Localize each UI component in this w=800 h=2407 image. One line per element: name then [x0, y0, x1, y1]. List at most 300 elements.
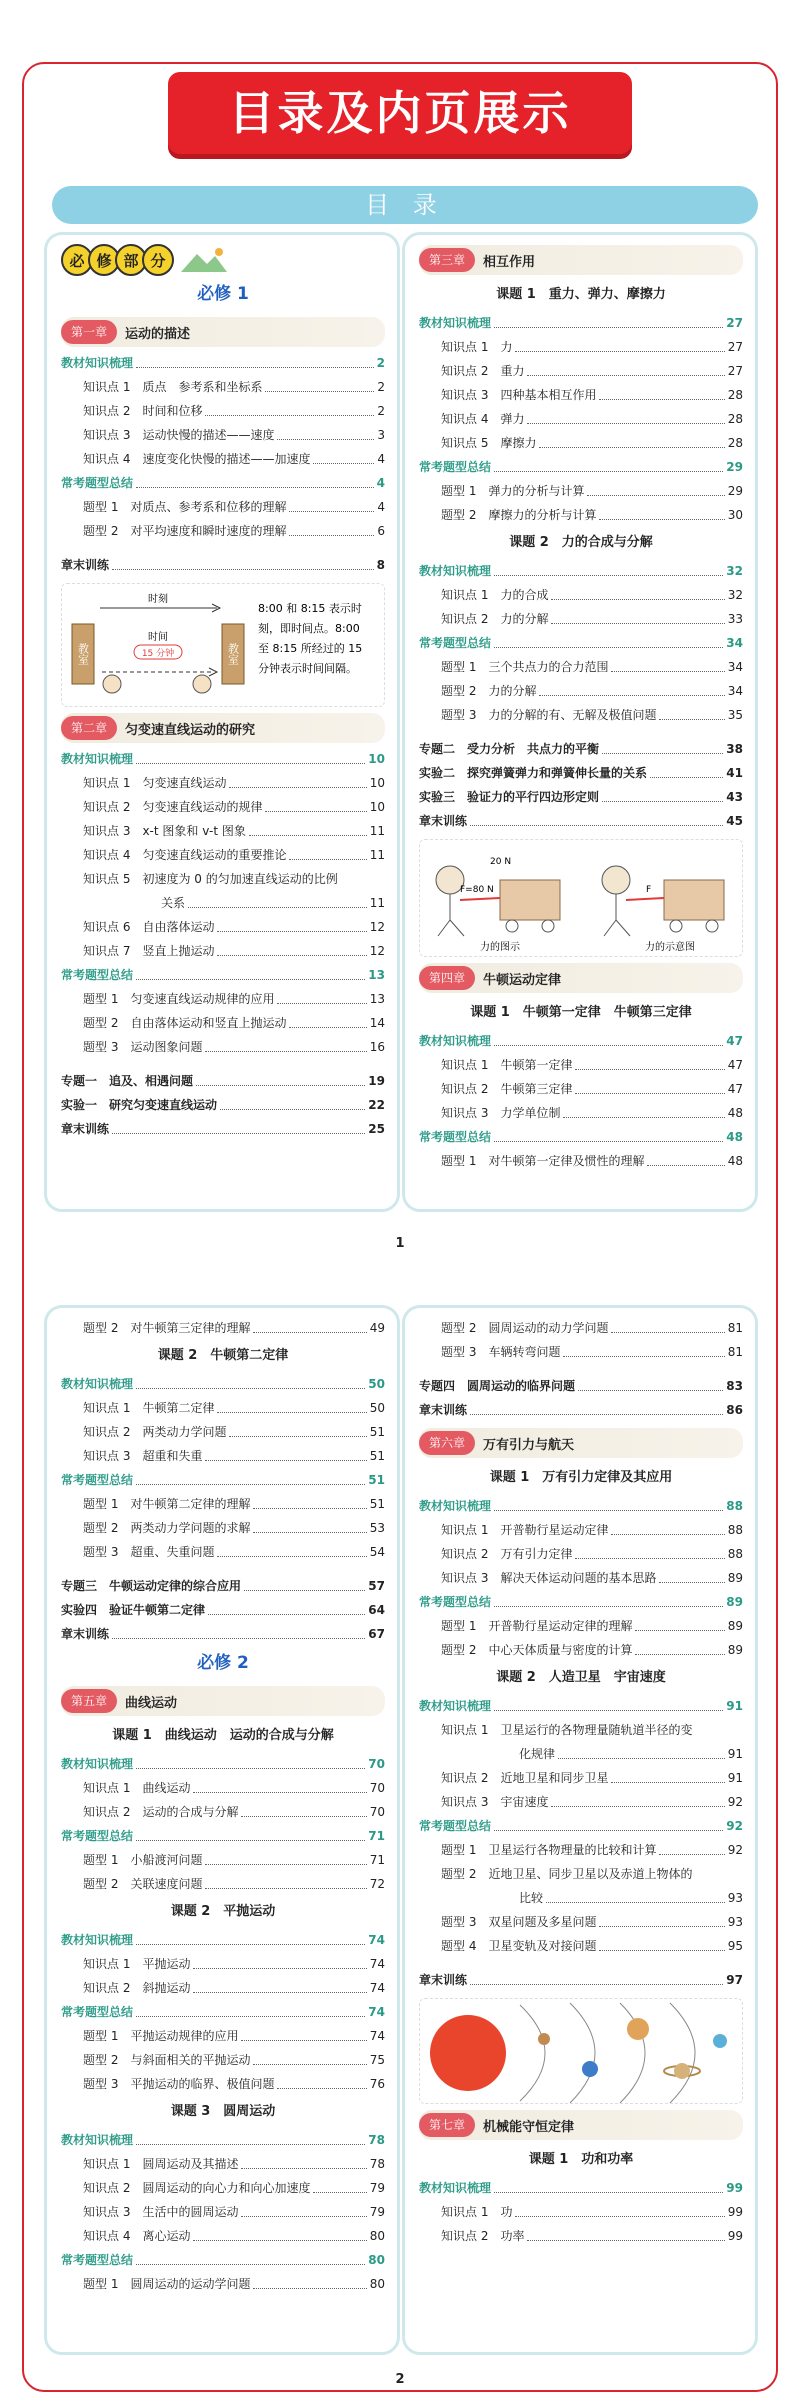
chapter-header [419, 1428, 743, 1458]
entry-page: 78 [369, 2157, 385, 2171]
entry-page: 79 [369, 2181, 385, 2195]
toc-entry[interactable] [61, 867, 385, 891]
entry-text: 题型 2 两类动力学问题的求解 [83, 1521, 251, 1535]
leader-dots [277, 2088, 366, 2089]
toc-entry[interactable] [419, 1790, 743, 1814]
leader-dots [494, 1606, 723, 1607]
leader-dots [253, 1508, 366, 1509]
leader-dots [241, 2168, 366, 2169]
entry-text: 题型 1 圆周运动的运动学问题 [83, 2277, 251, 2291]
entry-text: 教材知识梳理 [419, 1699, 492, 1713]
leader-dots [602, 801, 723, 802]
chapter-title: 曲线运动 [125, 1695, 178, 1711]
entry-text: 知识点 5 初速度为 0 的匀加速直线运动的比例 [83, 872, 338, 886]
sign-left: 教室 [76, 643, 90, 665]
entry-page: 51 [369, 1425, 385, 1439]
entry-page: 27 [727, 364, 743, 378]
entry-text: 题型 2 近地卫星、同步卫星以及赤道上物体的 [441, 1867, 693, 1881]
toc-entry[interactable] [61, 915, 385, 939]
toc-entry[interactable] [419, 1638, 743, 1662]
leader-dots [253, 1532, 366, 1533]
entry-page: 74 [369, 2029, 385, 2043]
leader-dots [587, 495, 724, 496]
leader-dots [635, 1630, 724, 1631]
entry-text: 题型 3 超重、失重问题 [83, 1545, 215, 1559]
entry-text: 专题一 追及、相遇问题 [61, 1074, 194, 1088]
toc-section-heading[interactable] [419, 1029, 743, 1053]
leader-dots [602, 753, 723, 754]
page-title: 目录及内页展示 [168, 72, 632, 154]
entry-text: 知识点 1 牛顿第一定律 [441, 1058, 573, 1072]
toc-entry-continued[interactable] [419, 1742, 743, 1766]
leader-dots [289, 1027, 366, 1028]
toc-entry[interactable] [419, 2224, 743, 2248]
leader-dots [289, 859, 366, 860]
leader-dots [494, 1141, 723, 1142]
entry-page: 48 [726, 1130, 743, 1144]
entry-text: 教材知识梳理 [419, 316, 492, 330]
toc-entry[interactable] [419, 359, 743, 383]
leader-dots [527, 375, 724, 376]
toc-entry[interactable] [61, 399, 385, 423]
toc-section-heading[interactable] [61, 1372, 385, 1396]
toc-section-heading[interactable] [61, 1468, 385, 1492]
leader-dots [136, 1944, 365, 1945]
leader-dots [494, 327, 723, 328]
note-line: 8:00 和 8:15 表示时 [258, 602, 362, 615]
toc-section-heading[interactable] [419, 1814, 743, 1838]
toc-entry[interactable] [61, 2200, 385, 2224]
entry-page: 47 [726, 1034, 743, 1048]
entry-text: 知识点 3 宇宙速度 [441, 1795, 549, 1809]
entry-page: 76 [369, 2077, 385, 2091]
leader-dots [515, 2216, 724, 2217]
toc-entry[interactable] [419, 1374, 743, 1398]
chapter-title: 相互作用 [483, 254, 536, 270]
entry-page: 71 [369, 1853, 385, 1867]
entry-page: 32 [726, 564, 743, 578]
toc-entry[interactable] [61, 819, 385, 843]
toc-section-heading[interactable] [61, 963, 385, 987]
leader-dots [659, 1854, 724, 1855]
leader-dots [193, 2240, 366, 2241]
toc-section-heading[interactable] [61, 1928, 385, 1952]
entry-text: 常考题型总结 [419, 636, 492, 650]
toc-entry[interactable] [61, 1598, 385, 1622]
toc-section-heading[interactable] [61, 747, 385, 771]
toc-entry[interactable] [419, 655, 743, 679]
entry-page: 48 [727, 1154, 743, 1168]
entry-page: 72 [369, 1877, 385, 1891]
toc-entry[interactable] [419, 479, 743, 503]
toc-entry[interactable] [61, 1396, 385, 1420]
entry-page: 80 [369, 2277, 385, 2291]
entry-text: 章末训练 [419, 814, 468, 828]
toc-entry[interactable] [419, 1316, 743, 1340]
entry-page: 12 [369, 920, 385, 934]
entry-text: 实验四 验证牛顿第二定律 [61, 1603, 206, 1617]
entry-page: 51 [369, 1497, 385, 1511]
toc-entry[interactable] [61, 2152, 385, 2176]
chapter-title: 运动的描述 [125, 326, 191, 342]
entry-page: 89 [727, 1619, 743, 1633]
toc-entry[interactable] [61, 1776, 385, 1800]
entry-page: 74 [369, 1957, 385, 1971]
toc-entry[interactable] [61, 1316, 385, 1340]
leader-dots [551, 623, 724, 624]
entry-text: 知识点 2 重力 [441, 364, 525, 378]
leader-dots [289, 535, 374, 536]
entry-page: 67 [368, 1627, 385, 1641]
toc-entry[interactable] [61, 1622, 385, 1646]
toc-entry[interactable] [419, 1542, 743, 1566]
entry-text: 常考题型总结 [419, 1819, 492, 1833]
force-label-value: F=80 N [460, 885, 494, 895]
entry-text: 题型 2 对牛顿第三定律的理解 [83, 1321, 251, 1335]
entry-text: 题型 1 卫星运行各物理量的比较和计算 [441, 1843, 657, 1857]
toc-section-heading[interactable] [61, 1752, 385, 1776]
toc-entry[interactable] [61, 495, 385, 519]
leader-dots [546, 1902, 725, 1903]
toc-section-heading[interactable] [61, 1824, 385, 1848]
toc-entry[interactable] [419, 1968, 743, 1992]
entry-page: 29 [726, 460, 743, 474]
leader-dots [515, 351, 724, 352]
toc-entry[interactable] [61, 1574, 385, 1598]
toc-entry[interactable] [61, 1976, 385, 2000]
leader-dots [136, 2264, 365, 2265]
chapter-header [419, 963, 743, 993]
entry-text: 知识点 2 圆周运动的向心力和向心加速度 [83, 2181, 311, 2195]
toc-section-heading[interactable] [61, 2128, 385, 2152]
toc-entry[interactable] [419, 1077, 743, 1101]
toc-entry[interactable] [61, 795, 385, 819]
toc-entry[interactable] [61, 1516, 385, 1540]
note-line: 分钟表示时间间隔。 [258, 662, 357, 675]
entry-page: 11 [369, 848, 385, 862]
lesson-title: 课题 1 万有引力定律及其应用 [489, 1470, 673, 1485]
toc-entry[interactable] [419, 1101, 743, 1125]
entry-text: 教材知识梳理 [61, 1933, 134, 1947]
entry-page: 19 [368, 1074, 385, 1088]
chapter-header [419, 245, 743, 275]
toc-entry[interactable] [61, 2048, 385, 2072]
entry-text: 题型 1 三个共点力的合力范围 [441, 660, 609, 674]
toc-section-heading[interactable] [61, 2248, 385, 2272]
badge-char: 必 [61, 244, 93, 276]
entry-page: 8 [376, 558, 385, 572]
entry-page: 30 [727, 508, 743, 522]
chapter-number: 第七章 [419, 2113, 475, 2137]
toc-entry[interactable] [419, 383, 743, 407]
leader-dots [241, 2040, 366, 2041]
lesson-title: 课题 1 重力、弹力、摩擦力 [496, 287, 666, 302]
toc-entry[interactable] [419, 1398, 743, 1422]
entry-text: 题型 2 力的分解 [441, 684, 537, 698]
toc-list [61, 1316, 385, 1646]
toc-entry[interactable] [419, 1718, 743, 1742]
toc-entry[interactable] [419, 1838, 743, 1862]
toc-entry[interactable] [61, 2272, 385, 2296]
toc-entry[interactable] [61, 771, 385, 795]
entry-page: 16 [369, 1040, 385, 1054]
entry-page: 13 [369, 992, 385, 1006]
toc-entry[interactable] [61, 1117, 385, 1141]
entry-text: 教材知识梳理 [61, 1377, 134, 1391]
toc-section-heading[interactable] [419, 631, 743, 655]
entry-text: 教材知识梳理 [61, 1757, 134, 1771]
leader-dots [136, 763, 365, 764]
toc-entry[interactable] [419, 335, 743, 359]
entry-text: 题型 2 中心天体质量与密度的计算 [441, 1643, 633, 1657]
toc-entry[interactable] [419, 2200, 743, 2224]
time-illustration [61, 583, 385, 707]
entry-page: 43 [726, 790, 743, 804]
label-moment: 时刻 [148, 594, 168, 605]
toc-entry[interactable] [61, 1952, 385, 1976]
entry-text: 常考题型总结 [61, 476, 134, 490]
entry-text: 知识点 2 力的分解 [441, 612, 549, 626]
toc-column-p2-right [402, 1305, 758, 2355]
chapter-number: 第三章 [419, 248, 475, 272]
entry-text: 教材知识梳理 [419, 564, 492, 578]
entry-text: 题型 2 摩擦力的分析与计算 [441, 508, 597, 522]
entry-page: 57 [368, 1579, 385, 1593]
entry-text: 知识点 4 弹力 [441, 412, 525, 426]
leader-dots [244, 1590, 365, 1591]
toc-entry[interactable] [419, 703, 743, 727]
entry-page: 74 [368, 1933, 385, 1947]
entry-text: 章末训练 [61, 1122, 110, 1136]
entry-page: 81 [727, 1345, 743, 1359]
entry-text: 章末训练 [419, 1403, 468, 1417]
leader-dots [611, 1782, 724, 1783]
toc-entry[interactable] [419, 1149, 743, 1173]
toc-entry[interactable] [419, 431, 743, 455]
entry-text: 化规律 [519, 1747, 556, 1761]
toc-section-heading[interactable] [419, 2176, 743, 2200]
entry-text: 知识点 1 力 [441, 340, 513, 354]
leader-dots [136, 1484, 365, 1485]
toc-entry[interactable] [419, 809, 743, 833]
entry-text: 章末训练 [61, 1627, 110, 1641]
toc-entry[interactable] [419, 737, 743, 761]
leader-dots [494, 2192, 723, 2193]
entry-page: 88 [727, 1547, 743, 1561]
force-diagram [420, 840, 743, 957]
entry-text: 知识点 3 生活中的圆周运动 [83, 2205, 239, 2219]
entry-text: 知识点 2 万有引力定律 [441, 1547, 573, 1561]
toc-entry[interactable] [419, 761, 743, 785]
leader-dots [494, 1510, 723, 1511]
toc-entry[interactable] [419, 1766, 743, 1790]
toc-entry[interactable] [61, 2024, 385, 2048]
entry-text: 知识点 1 牛顿第二定律 [83, 1401, 215, 1415]
entry-text: 教材知识梳理 [419, 2181, 492, 2195]
toc-entry-continued[interactable] [61, 891, 385, 915]
entry-page: 99 [727, 2229, 743, 2243]
entry-page: 51 [368, 1473, 385, 1487]
toc-entry[interactable] [61, 423, 385, 447]
leader-dots [527, 423, 724, 424]
toc-entry[interactable] [419, 1566, 743, 1590]
entry-text: 题型 1 小船渡河问题 [83, 1853, 203, 1867]
toc-section-heading[interactable] [61, 471, 385, 495]
toc-entry[interactable] [61, 1011, 385, 1035]
toc-list [419, 279, 743, 833]
entry-page: 91 [727, 1771, 743, 1785]
chapter-header [419, 2110, 743, 2140]
toc-entry[interactable] [61, 939, 385, 963]
entry-text: 知识点 1 功 [441, 2205, 513, 2219]
toc-section-heading[interactable] [419, 311, 743, 335]
leader-dots [229, 1436, 366, 1437]
toc-entry[interactable] [419, 785, 743, 809]
chapter-number: 第四章 [419, 966, 475, 990]
toc-entry[interactable] [419, 1053, 743, 1077]
toc-entry[interactable] [61, 1540, 385, 1564]
part-title: 必修 2 [197, 1653, 249, 1673]
entry-text: 教材知识梳理 [61, 356, 134, 370]
chapter-header [61, 1686, 385, 1716]
entry-text: 知识点 1 圆周运动及其描述 [83, 2157, 239, 2171]
leader-dots [136, 2144, 365, 2145]
entry-page: 89 [727, 1571, 743, 1585]
toc-section-heading[interactable] [419, 1590, 743, 1614]
toc-entry[interactable] [61, 375, 385, 399]
leader-dots [253, 1332, 366, 1333]
toc-entry[interactable] [61, 2072, 385, 2096]
toc-entry[interactable] [61, 447, 385, 471]
entry-page: 11 [369, 824, 385, 838]
toc-entry[interactable] [61, 1800, 385, 1824]
toc-section-heading[interactable] [419, 1694, 743, 1718]
toc-entry-continued[interactable] [419, 1886, 743, 1910]
entry-text: 题型 2 与斜面相关的平抛运动 [83, 2053, 251, 2067]
toc-entry[interactable] [419, 1340, 743, 1364]
lesson-title: 课题 2 力的合成与分解 [509, 535, 653, 550]
entry-page: 51 [369, 1449, 385, 1463]
toc-entry[interactable] [419, 1934, 743, 1958]
toc-entry[interactable] [61, 1444, 385, 1468]
toc-section-heading[interactable] [419, 1494, 743, 1518]
entry-page: 92 [727, 1843, 743, 1857]
entry-text: 教材知识梳理 [61, 2133, 134, 2147]
leader-dots [193, 1968, 366, 1969]
toc-entry[interactable] [61, 1848, 385, 1872]
toc-entry[interactable] [419, 607, 743, 631]
entry-page: 35 [727, 708, 743, 722]
entry-text: 专题四 圆周运动的临界问题 [419, 1379, 576, 1393]
leader-dots [205, 1888, 366, 1889]
entry-page: 89 [726, 1595, 743, 1609]
leader-dots [539, 695, 724, 696]
leader-dots [253, 2288, 366, 2289]
toc-entry[interactable] [61, 987, 385, 1011]
leader-dots [659, 1582, 724, 1583]
leader-dots [217, 931, 366, 932]
entry-page: 13 [368, 968, 385, 982]
toc-entry[interactable] [419, 1910, 743, 1934]
entry-text: 知识点 3 四种基本相互作用 [441, 388, 597, 402]
entry-text: 知识点 1 卫星运行的各物理量随轨道半径的变 [441, 1723, 693, 1737]
toc-section-heading[interactable] [419, 559, 743, 583]
entry-page: 71 [368, 1829, 385, 1843]
toc-entry[interactable] [419, 679, 743, 703]
toc-entry[interactable] [61, 553, 385, 577]
toc-entry[interactable] [61, 1069, 385, 1093]
toc-entry[interactable] [61, 1872, 385, 1896]
toc-entry[interactable] [61, 843, 385, 867]
toc-entry[interactable] [61, 1093, 385, 1117]
entry-page: 29 [727, 484, 743, 498]
entry-page: 22 [368, 1098, 385, 1112]
entry-page: 38 [726, 742, 743, 756]
entry-page: 64 [368, 1603, 385, 1617]
entry-page: 28 [727, 388, 743, 402]
toc-entry[interactable] [419, 407, 743, 431]
entry-text: 常考题型总结 [419, 1130, 492, 1144]
toc-section-heading[interactable] [419, 1125, 743, 1149]
chapter-header [61, 317, 385, 347]
leader-dots [249, 835, 367, 836]
leader-dots [289, 511, 374, 512]
toc-entry[interactable] [419, 583, 743, 607]
lesson-title: 课题 1 牛顿第一定律 牛顿第三定律 [470, 1005, 692, 1020]
entry-page: 4 [377, 500, 385, 514]
entry-page: 93 [727, 1891, 743, 1905]
toc-list [419, 1316, 743, 1422]
entry-text: 知识点 1 曲线运动 [83, 1781, 191, 1795]
toc-entry[interactable] [61, 2224, 385, 2248]
toc-section-heading[interactable] [61, 2000, 385, 2024]
entry-page: 50 [369, 1401, 385, 1415]
toc-entry[interactable] [61, 1420, 385, 1444]
entry-text: 题型 3 力的分解的有、无解及极值问题 [441, 708, 657, 722]
entry-text: 题型 2 自由落体运动和竖直上抛运动 [83, 1016, 287, 1030]
chapter-number: 第一章 [61, 320, 117, 344]
entry-page: 70 [369, 1781, 385, 1795]
leader-dots [205, 1460, 366, 1461]
leader-dots [193, 1792, 366, 1793]
leader-dots [313, 2192, 366, 2193]
page-number: 2 [395, 2372, 405, 2387]
toc-entry[interactable] [419, 503, 743, 527]
entry-page: 70 [369, 1805, 385, 1819]
toc-entry[interactable] [61, 519, 385, 543]
entry-text: 知识点 2 牛顿第三定律 [441, 1082, 573, 1096]
toc-section-heading[interactable] [419, 455, 743, 479]
leader-dots [313, 463, 374, 464]
leader-dots [470, 1984, 723, 1985]
entry-text: 教材知识梳理 [419, 1034, 492, 1048]
toc-entry[interactable] [61, 2176, 385, 2200]
toc-entry[interactable] [419, 1614, 743, 1638]
toc-entry[interactable] [61, 1492, 385, 1516]
entry-page: 75 [369, 2053, 385, 2067]
toc-section-heading[interactable] [61, 351, 385, 375]
entry-text: 题型 1 对牛顿第一定律及惯性的理解 [441, 1154, 645, 1168]
toc-entry[interactable] [419, 1862, 743, 1886]
leader-dots [494, 471, 723, 472]
entry-text: 知识点 3 超重和失重 [83, 1449, 203, 1463]
note-line: 刻，即时间点。8:00 [258, 622, 360, 635]
toc-entry[interactable] [419, 1518, 743, 1542]
entry-page: 34 [726, 636, 743, 650]
toc-entry[interactable] [61, 1035, 385, 1059]
badge-char: 分 [142, 244, 174, 276]
leader-dots [277, 1003, 366, 1004]
